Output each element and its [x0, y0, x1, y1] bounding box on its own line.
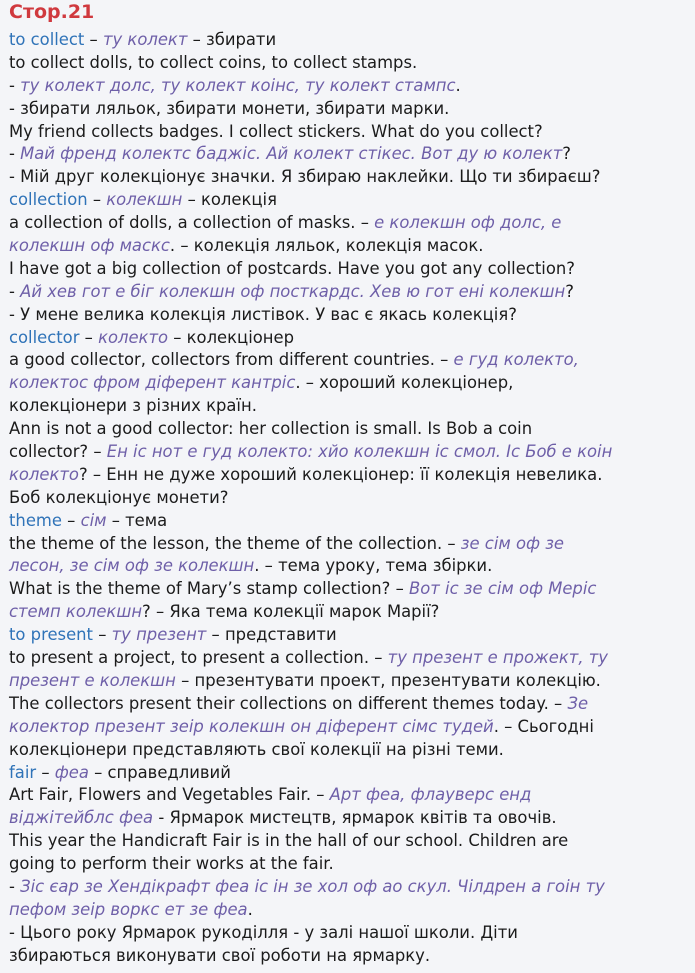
transcription: ту презент — [111, 625, 207, 645]
text-line — [9, 304, 612, 327]
text: – тема — [106, 510, 168, 530]
transcription: е колекшн оф долс, е — [374, 213, 562, 233]
text: a good collector, collectors from different countries. – — [9, 350, 454, 370]
text: - У мене велика колекція листівок. У вас є якась колекція? — [9, 304, 517, 324]
text: ? — [562, 144, 571, 164]
transcription: віджітейблс феа — [9, 808, 154, 828]
text: . — [247, 899, 253, 919]
text-line — [9, 29, 612, 52]
text-line — [9, 624, 612, 647]
text-line — [9, 372, 612, 395]
text-line — [9, 830, 612, 853]
text-line — [9, 121, 612, 144]
text: collector? – — [9, 442, 107, 462]
transcription: презент е колекшн — [9, 670, 176, 690]
text-line — [9, 533, 612, 556]
text: My friend collects badges. I collect stickers. What do you collect? — [9, 121, 543, 141]
text-line — [9, 75, 612, 98]
transcription: е гуд колекто, — [453, 350, 579, 370]
text-line — [9, 235, 612, 258]
transcription: ту колект — [102, 30, 188, 49]
text: – — [36, 762, 55, 782]
text: колекціонери з різних країн. — [9, 396, 257, 416]
text: – — [87, 190, 107, 210]
text-line — [9, 212, 612, 235]
text: – колекція — [182, 190, 277, 210]
transcription: пефом зеір воркс ет зе феа — [9, 899, 248, 919]
text-line — [9, 762, 612, 785]
text-line — [9, 189, 612, 212]
vocabulary-term: theme — [9, 510, 62, 530]
text: - Ярмарок мистецтв, ярмарок квітів та овочів. — [153, 808, 557, 828]
transcription: ту презент е прожект, ту — [387, 648, 609, 668]
vocabulary-text — [9, 29, 612, 968]
transcription: Ен іс нот е гуд колекто: хйо колекшн іс смол. Іс Боб е коін — [106, 442, 613, 462]
text-line — [9, 807, 612, 830]
text: ? — [565, 281, 574, 301]
text: збираються виконувати свої роботи на ярмарку. — [9, 945, 431, 965]
text-line — [9, 578, 612, 601]
text-line — [9, 784, 612, 807]
text-line — [9, 441, 612, 464]
transcription: ту колект долс, ту колект коінс, ту колект стампс — [20, 75, 456, 95]
text: Боб колекціонує монети? — [9, 487, 229, 507]
text: – колекціонер — [168, 327, 294, 347]
transcription: колектор презент зеір колекшн он діферент сімс тудей — [9, 716, 494, 736]
text-line — [9, 166, 612, 189]
text: going to perform their works at the fair. — [9, 854, 334, 874]
transcription: Вот іс зе сім оф Меріс — [409, 579, 597, 599]
text: - — [9, 281, 21, 301]
text-line — [9, 281, 612, 304]
text-line — [9, 899, 612, 922]
text: . – хороший колекціонер, — [295, 373, 514, 393]
vocabulary-term: collection — [9, 190, 88, 210]
transcription: Арт феа, флауверс енд — [329, 785, 532, 805]
text: - — [9, 144, 21, 164]
transcription: Зіс єар зе Хендікрафт феа іс ін зе хол оф ао скул. Чілдрен а гоін ту — [20, 876, 605, 896]
text: - — [9, 75, 21, 95]
transcription: стемп колекшн — [9, 602, 143, 622]
transcription: Ай хев гот е біг колекшн оф посткардс. Хев ю гот ені колекшн — [20, 281, 566, 301]
text-line — [9, 945, 612, 968]
text: to collect dolls, to collect coins, to collect stamps. — [9, 52, 418, 72]
text-line — [9, 853, 612, 876]
text: – збирати — [187, 30, 277, 49]
transcription: колекто — [98, 327, 169, 347]
transcription: Зе — [567, 693, 589, 713]
transcription: зе сім оф зе — [460, 533, 564, 553]
transcription: феа — [54, 762, 89, 782]
vocabulary-term: collector — [9, 327, 80, 347]
text: Art Fair, Flowers and Vegetables Fair. – — [9, 785, 330, 805]
text-line — [9, 143, 612, 166]
text: . – колекція ляльок, колекція масок. — [169, 236, 484, 256]
text-line — [9, 555, 612, 578]
text-line — [9, 601, 612, 624]
transcription: колекто — [9, 464, 79, 484]
transcription: колекшн оф маскс — [9, 236, 170, 256]
text: - збирати ляльок, збирати монети, збирати марки. — [9, 98, 450, 118]
text-line — [9, 327, 612, 350]
text-line — [9, 647, 612, 670]
text: to present a project, to present a collection. – — [9, 648, 388, 668]
text: . — [455, 75, 461, 95]
text: ? – Енн не дуже хороший колекціонер: її колекція невелика. — [78, 464, 603, 484]
vocabulary-term: fair — [9, 762, 37, 782]
transcription: сім — [80, 510, 107, 530]
transcription: лесон, зе сім оф зе колекшн — [9, 556, 255, 576]
text: Ann is not a good collector: her collection is small. Is Bob a coin — [9, 419, 533, 439]
text: – — [79, 327, 99, 347]
text: the theme of the lesson, the theme of the collection. – — [9, 533, 461, 553]
text-line — [9, 258, 612, 281]
text: . – тема уроку, тема збірки. — [254, 556, 493, 576]
text-line — [9, 395, 612, 418]
text-line — [9, 464, 612, 487]
text: What is the theme of Mary’s stamp collection? – — [9, 579, 409, 599]
text: I have got a big collection of postcards. Have you got any collection? — [9, 258, 575, 278]
text: – — [61, 510, 81, 530]
text-line — [9, 418, 612, 441]
text: – — [92, 625, 112, 645]
text-line — [9, 922, 612, 945]
vocabulary-term: to collect — [9, 30, 85, 49]
text: a collection of dolls, a collection of masks. – — [9, 213, 375, 233]
text-line — [9, 739, 612, 762]
transcription: колекшн — [106, 190, 183, 210]
text: - — [9, 876, 21, 896]
vocabulary-term: to present — [9, 625, 93, 645]
text: – справедливий — [88, 762, 231, 782]
text-line — [9, 98, 612, 121]
text: - Мій друг колекціонує значки. Я збираю наклейки. Що ти збираєш? — [9, 167, 601, 187]
page-title: Стор.21 — [9, 1, 95, 23]
text-line — [9, 349, 612, 372]
text-line — [9, 52, 612, 75]
text: – — [84, 30, 103, 49]
transcription: колектос фром діферент кантріс — [9, 373, 296, 393]
text: колекціонери представляють свої колекції на різні теми. — [9, 739, 504, 759]
text-line — [9, 487, 612, 510]
text: – презентувати проект, презентувати колекцію. — [175, 670, 601, 690]
text: – представити — [206, 625, 337, 645]
text-line — [9, 693, 612, 716]
text-line — [9, 670, 612, 693]
text: This year the Handicraft Fair is in the hall of our school. Children are — [9, 831, 569, 851]
text-line — [9, 876, 612, 899]
text: . – Сьогодні — [493, 716, 594, 736]
text: - Цього року Ярмарок рукоділля - у залі нашої школи. Діти — [9, 922, 518, 942]
text: The collectors present their collections on different themes today. – — [9, 693, 568, 713]
text-line — [9, 510, 612, 533]
text: ? – Яка тема колекції марок Марії? — [142, 602, 440, 622]
text-line — [9, 716, 612, 739]
transcription: Май френд колектс баджіс. Ай колект стікес. Вот ду ю колект — [20, 144, 563, 164]
